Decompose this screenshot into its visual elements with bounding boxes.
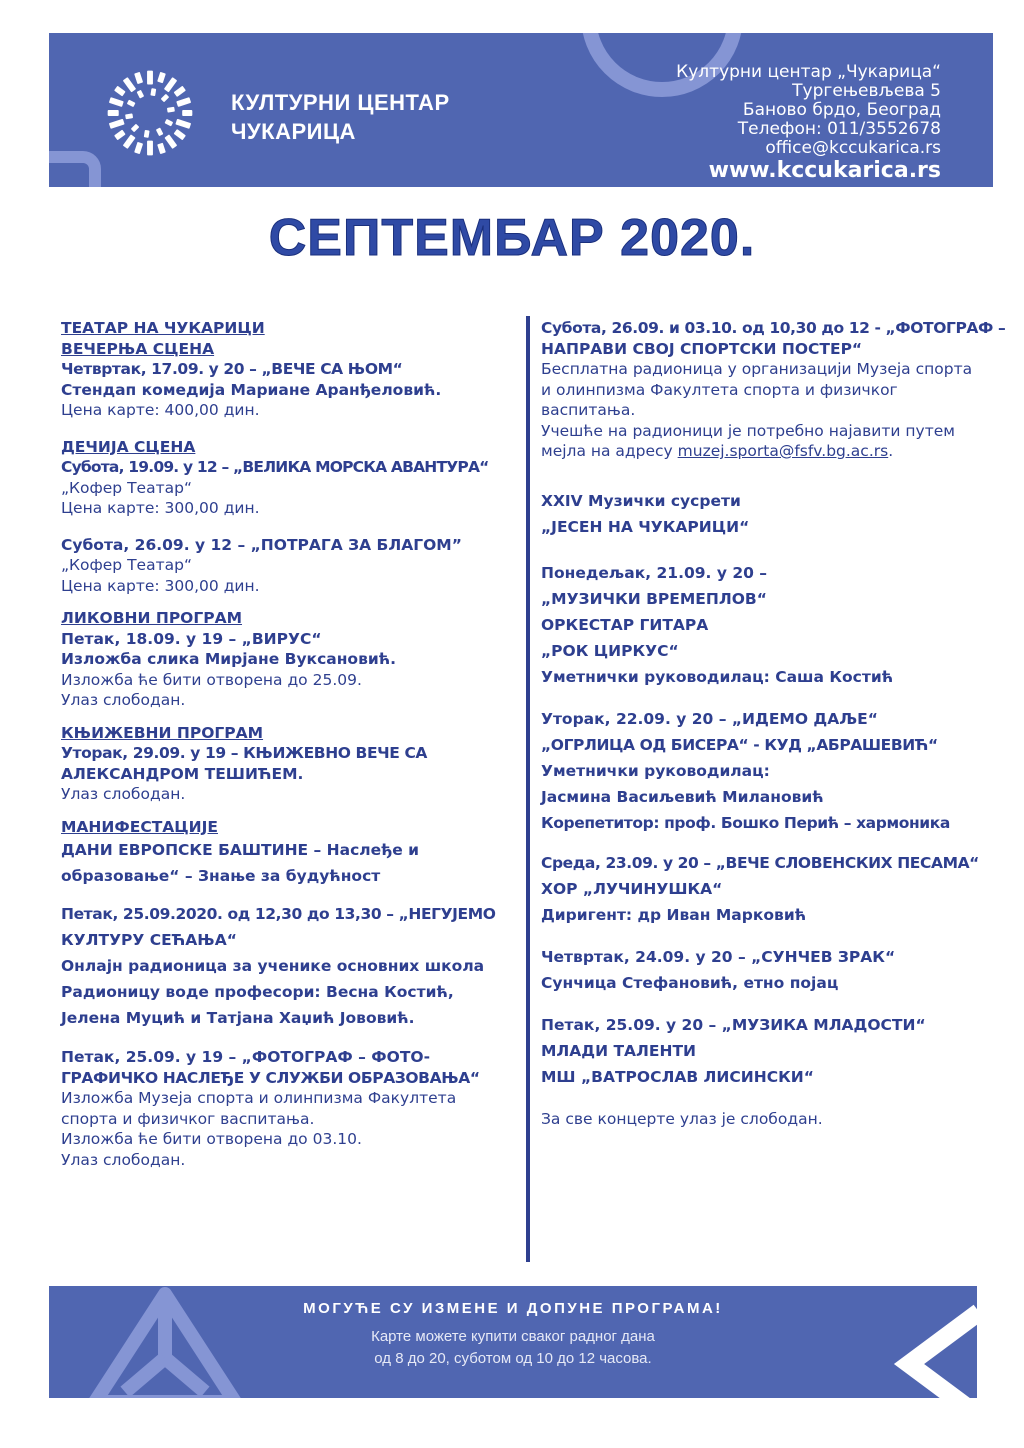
address-street: Тургењевљева 5 (792, 81, 941, 101)
photo-exhibit-desc-1: Изложба Музеја спорта и олинпизма Факултета (61, 1089, 457, 1107)
poster-workshop-desc-1: Бесплатна радионица у организацији Музеја спорта (541, 360, 973, 378)
workshop-desc-2: Радионицу воде професори: Весна Костић, (61, 983, 454, 1001)
poster-workshop-desc-2: и олинпизма Факултета спорта и физичког (541, 380, 898, 399)
kids-org-2: „Кофер Театар“ (61, 556, 192, 574)
monday-concert-line4: „РОК ЦИРКУС“ (541, 641, 679, 660)
workshop-event-line2: КУЛТУРУ СЕЋАЊА“ (61, 931, 237, 949)
phone: Телефон: 011/3552678 (737, 119, 941, 139)
friday-concert-line2: МЛАДИ ТАЛЕНТИ (541, 1041, 697, 1060)
ticket-info-line2: од 8 до 20, суботом од 10 до 12 часова. (374, 1350, 652, 1367)
art-entry: Улаз слободан. (61, 691, 186, 709)
org-name-line1: КУЛТУРНИ ЦЕНТАР (231, 90, 450, 115)
photo-exhibit-line2: ГРАФИЧКО НАСЛЕЂЕ У СЛУЖБИ ОБРАЗОВАЊА“ (61, 1068, 480, 1087)
contact-name: Културни центар „Чукарица“ (676, 62, 941, 82)
ticket-info-line1: Карте можете купити сваког радног дана (371, 1328, 655, 1345)
decorative-corner (49, 151, 101, 187)
tuesday-concert-line4: Јасмина Васиљевић Милановић (541, 787, 824, 806)
tuesday-concert-line1: Уторак, 22.09. у 20 – „ИДЕМО ДАЉЕ“ (541, 709, 878, 728)
section-art-title: ЛИКОВНИ ПРОГРАМ (61, 609, 243, 627)
contact-block (676, 63, 941, 184)
literature-entry: Улаз слободан. (61, 785, 186, 803)
evening-desc: Стендап комедија Мариане Аранђеловић. (61, 380, 442, 399)
sunburst-logo-icon (104, 67, 196, 159)
section-kids-title: ДЕЧИЈА СЦЕНА (61, 437, 196, 456)
heritage-days-line2: образовање“ – Знање за будућност (61, 867, 381, 885)
thursday-concert-line1: Четвртак, 24.09. у 20 – „СУНЧЕВ ЗРАК“ (541, 947, 896, 966)
photo-exhibit-desc-2: спорта и физичког васпитања. (61, 1109, 315, 1128)
page-title: СЕПТЕМБАР 2020. (268, 209, 756, 267)
thursday-concert-line2: Сунчица Стефановић, етно појац (541, 973, 839, 992)
poster-workshop-note-1: Учешће на радионици је потребно најавити путем (541, 421, 955, 440)
monday-concert-line3: ОРКЕСТАР ГИТАРА (541, 615, 709, 634)
kids-event-1: Субота, 19.09. у 12 – „ВЕЛИКА МОРСКА АВАНТУРА“ (61, 458, 489, 476)
email: office@kccukarica.rs (765, 138, 941, 158)
org-name-line2: ЧУКАРИЦА (231, 119, 356, 144)
workshop-desc-3: Јелена Муцић и Татјана Хаџић Јововић. (61, 1009, 415, 1027)
program-change-notice: МОГУЋЕ СУ ИЗМЕНЕ И ДОПУНЕ ПРОГРАМА! (303, 1300, 723, 1317)
address-city: Баново брдо, Београд (742, 100, 941, 120)
right-column (541, 318, 1021, 1132)
tuesday-concert-line2: „ОГРЛИЦА ОД БИСЕРА“ - КУД „АБРАШЕВИЋ“ (541, 735, 938, 754)
monday-concert-line2: „МУЗИЧКИ ВРЕМЕПЛОВ“ (541, 589, 767, 608)
website: www.kccukarica.rs (708, 158, 941, 183)
evening-event: Четвртак, 17.09. у 20 – „ВЕЧЕ СА ЊОМ“ (61, 360, 403, 378)
museum-email-link[interactable]: muzej.sporta@fsfv.bg.ac.rs (677, 442, 889, 460)
poster-workshop-line2: НАПРАВИ СВОЈ СПОРТСКИ ПОСТЕР“ (541, 339, 863, 358)
section-literature-title: КЊИЖЕВНИ ПРОГРАМ (61, 723, 264, 742)
music-festival-line1: XXIV Музички сусрети (541, 491, 741, 510)
free-entry-note: За све концерте улаз је слободан. (541, 1109, 823, 1128)
tuesday-concert-line5: Корепетитор: проф. Бошко Перић – хармоника (541, 813, 950, 832)
ticket-info (49, 1326, 977, 1370)
kids-event-2: Субота, 26.09. у 12 – „ПОТРАГА ЗА БЛАГОМ” (61, 535, 462, 554)
kids-price-2: Цена карте: 300,00 дин. (61, 576, 260, 595)
art-desc: Изложба слика Мирјане Вуксановић. (61, 650, 397, 668)
photo-exhibit-line1: Петак, 25.09. у 19 – „ФОТОГРАФ – ФОТО- (61, 1048, 431, 1066)
poster-workshop-note-2 (541, 441, 1021, 462)
evening-price: Цена карте: 400,00 дин. (61, 401, 260, 419)
photo-exhibit-open: Изложба ће бити отворена до 03.10. (61, 1130, 362, 1148)
heritage-days-line1: ДАНИ ЕВРОПСКЕ БАШТИНЕ – Наслеђе и (61, 841, 420, 859)
column-divider (526, 316, 530, 1262)
art-open: Изложба ће бити отворена до 25.09. (61, 670, 362, 689)
kids-price-1: Цена карте: 300,00 дин. (61, 499, 260, 517)
wednesday-concert-line2: ХОР „ЛУЧИНУШКА“ (541, 879, 723, 898)
kids-org-1: „Кофер Театар“ (61, 478, 192, 497)
friday-concert-line3: МШ „ВАТРОСЛАВ ЛИСИНСКИ“ (541, 1067, 814, 1086)
poster-workshop-desc-3: васпитања. (541, 401, 636, 419)
section-evening-title: ВЕЧЕРЊА СЦЕНА (61, 339, 215, 358)
poster-workshop-note-suffix: . (888, 442, 894, 460)
literature-event-line1: Уторак, 29.09. у 19 – КЊИЖЕВНО ВЕЧЕ СА (61, 744, 428, 762)
monday-concert-line5: Уметнички руководилац: Саша Костић (541, 667, 894, 686)
left-column (61, 318, 517, 1170)
poster-workshop-line1: Субота, 26.09. и 03.10. од 10,30 до 12 - „ФОТОГРАФ – (541, 319, 1006, 337)
wednesday-concert-line3: Диригент: др Иван Марковић (541, 905, 807, 924)
monday-concert-line1: Понедељак, 21.09. у 20 – (541, 563, 768, 582)
section-manifestations-title: МАНИФЕСТАЦИЈЕ (61, 817, 218, 836)
workshop-desc-1: Онлајн радионица за ученике основних школа (61, 957, 485, 975)
art-event: Петак, 18.09. у 19 – „ВИРУС“ (61, 629, 322, 648)
org-name (231, 88, 450, 146)
photo-exhibit-entry: Улаз слободан. (61, 1150, 186, 1169)
poster-workshop-note-prefix: мејла на адресу (541, 442, 678, 460)
literature-event-line2: АЛЕКСАНДРОМ ТЕШИЋЕМ. (61, 764, 304, 783)
music-festival-line2: „ЈЕСЕН НА ЧУКАРИЦИ“ (541, 517, 750, 536)
footer-banner (49, 1286, 977, 1398)
wednesday-concert-line1: Среда, 23.09. у 20 – „ВЕЧЕ СЛОВЕНСКИХ ПЕСАМА“ (541, 853, 979, 872)
header-banner (49, 33, 993, 187)
friday-concert-line1: Петак, 25.09. у 20 – „МУЗИКА МЛАДОСТИ“ (541, 1015, 926, 1034)
section-theatre-title: ТЕАТАР НА ЧУКАРИЦИ (61, 319, 265, 337)
workshop-event-line1: Петак, 25.09.2020. од 12,30 до 13,30 – „НЕГУЈЕМО (61, 905, 496, 923)
tuesday-concert-line3: Уметнички руководилац: (541, 761, 770, 780)
